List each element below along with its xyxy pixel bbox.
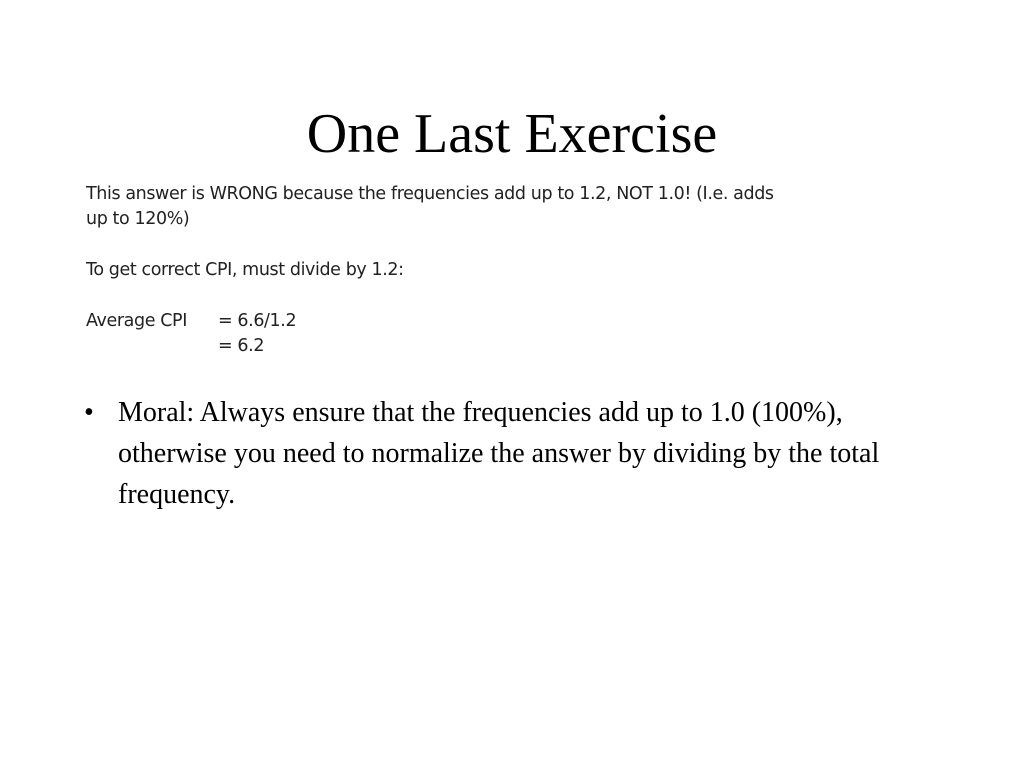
equation-step-1: = 6.6/1.2 [218,311,297,331]
slide-title: One Last Exercise [306,103,718,165]
bullet-item [84,392,904,515]
bullet-list [84,392,904,515]
equation-step-2: = 6.2 [218,336,265,356]
image-text-line-1: This answer is WRONG because the frequencies add up to 1.2, NOT 1.0! (I.e. adds [86,184,774,204]
equation-label: Average CPI [86,311,187,331]
image-text-line-3: To get correct CPI, must divide by 1.2: [86,260,404,280]
embedded-text-image [84,178,914,364]
bullet-marker: • [84,397,94,428]
image-text-line-2: up to 120%) [86,209,190,229]
bullet-text: Moral: Always ensure that the frequencies add up to 1.0 (100%), otherwise you need to normalize the answer by dividing by the total frequency. [118,397,880,510]
